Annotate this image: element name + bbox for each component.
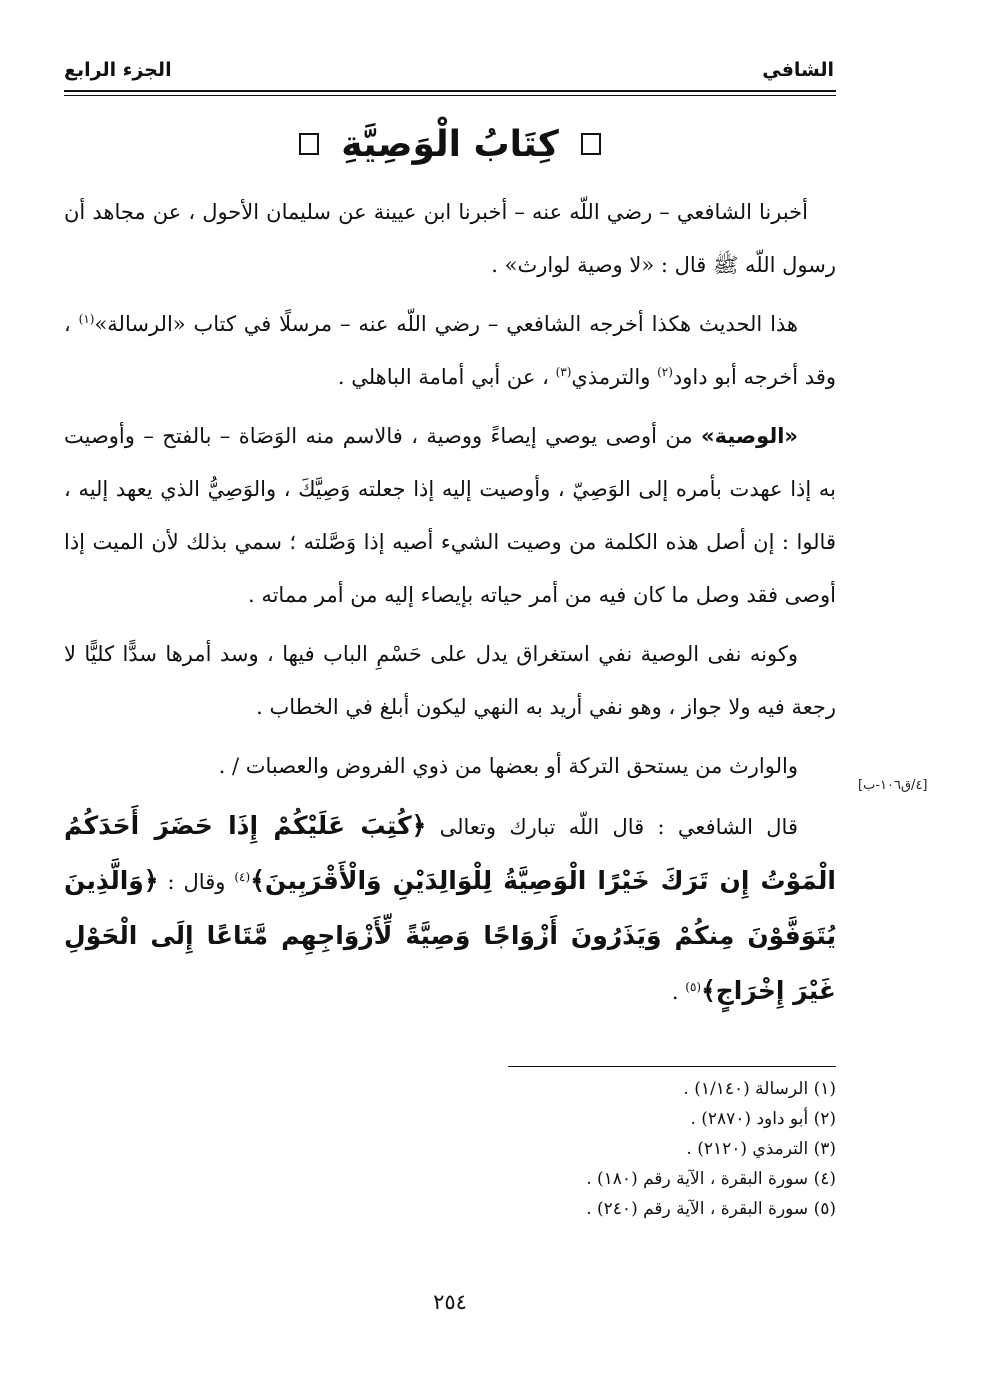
page-number: ٢٥٤ bbox=[433, 1290, 467, 1314]
paragraph-quran bbox=[64, 799, 836, 1019]
footnote-ref-5[interactable]: (٥) bbox=[685, 980, 702, 994]
footnote-ref-1[interactable]: (١) bbox=[78, 312, 95, 326]
book-title: الشافي bbox=[762, 59, 834, 81]
paragraph-heir: والوارث من يستحق التركة أو بعضها من ذوي الفروض والعصبات / . bbox=[218, 754, 798, 778]
footnotes bbox=[520, 1074, 836, 1224]
footnote-3: (٣) الترمذي (٢١٢٠) . bbox=[686, 1139, 836, 1159]
quran-mid: وقال : bbox=[158, 870, 235, 894]
main-text bbox=[64, 186, 836, 1025]
footnote-separator bbox=[508, 1066, 836, 1067]
quran-verse-180: ﴿كُتِبَ عَلَيْكُمْ إِذَا حَضَرَ أَحَدَكُمُ الْمَوْتُ إِن تَرَكَ خَيْرًا الْوَصِيَّةُ لِلْوَالِدَيْنِ وَالْأَقْرَبِينَ﴾ bbox=[64, 811, 836, 895]
footnote-ref-3[interactable]: (٣) bbox=[555, 365, 572, 379]
footnote-1: (١) الرسالة (١/١٤٠) . bbox=[683, 1079, 836, 1099]
quran-verse-240: ﴿وَالَّذِينَ يُتَوَفَّوْنَ مِنكُمْ وَيَذَرُونَ أَزْوَاجًا وَصِيَّةً لِّأَزْوَاجِهِم مَّتَاعًا إِلَى الْحَوْلِ غَيْرَ إِخْرَاجٍ﴾ bbox=[64, 866, 836, 1005]
paragraph-negation: وكونه نفى الوصية نفي استغراق يدل على حَسْمِ الباب فيها ، وسد أمرها سدًّا كليًّا لا رجعة فيه ولا جواز ، وهو نفي أريد به النهي ليكون أبلغ في الخطاب . bbox=[64, 642, 836, 719]
running-header bbox=[64, 52, 834, 88]
footnote-2: (٢) أبو داود (٢٨٧٠) . bbox=[690, 1109, 836, 1129]
takhrij-text-1: هذا الحديث هكذا أخرجه الشافعي – رضي اللّه عنه – مرسلًا في كتاب «الرسالة» bbox=[94, 312, 799, 336]
header-rule-thin bbox=[64, 95, 836, 96]
defined-term: «الوصية» bbox=[701, 424, 798, 448]
quran-end: . bbox=[671, 980, 686, 1004]
footnote-ref-2[interactable]: (٢) bbox=[657, 365, 673, 379]
takhrij-text-4: ، عن أبي أمامة الباهلي . bbox=[337, 365, 556, 389]
definition-text: من أوصى يوصي إيصاءً ووصية ، فالاسم منه الوَصَاة – بالفتح – وأوصيت به إذا عهدت بأمره إلى الوَصِيّ ، وأوصيت إليه إذا جعلته وَصِيَّكَ ، والوَصِيُّ الذي يعهد إليه ، قالوا : إن أصل هذه الكلمة من وصيت الشيء أصيه إذا وَصَّلته ؛ سمي بذلك لأن الميت إذا أوصى فقد وصل ما كان فيه من أمر حياته بإيصاء إليه من أمر مماته . bbox=[64, 424, 836, 607]
footnote-4: (٤) سورة البقرة ، الآية رقم (١٨٠) . bbox=[586, 1169, 836, 1189]
square-ornament-icon bbox=[581, 133, 601, 155]
takhrij-text-2: ، وقد أخرجه أبو داود bbox=[64, 312, 836, 389]
square-ornament-icon bbox=[299, 133, 319, 155]
takhrij-text-3: والترمذي bbox=[571, 365, 658, 389]
chapter-title: كِتَابُ الْوَصِيَّةِ bbox=[341, 123, 559, 165]
paragraph-definition bbox=[64, 410, 836, 622]
paragraph-hadith: أخبرنا الشافعي – رضي اللّه عنه – أخبرنا ابن عيينة عن سليمان الأحول ، عن مجاهد أن رسول اللّه ﷺ قال : «لا وصية لوارث» . bbox=[64, 200, 836, 277]
paragraph-takhrij bbox=[64, 298, 836, 404]
volume-label: الجزء الرابع bbox=[64, 59, 172, 81]
manuscript-folio-note: [٤/ق١٠٦-ب] bbox=[858, 778, 928, 793]
quran-intro: قال الشافعي : قال اللّه تبارك وتعالى bbox=[426, 815, 798, 839]
footnote-ref-4[interactable]: (٤) bbox=[234, 870, 251, 884]
footnote-5: (٥) سورة البقرة ، الآية رقم (٢٤٠) . bbox=[586, 1199, 836, 1219]
header-rule bbox=[64, 90, 836, 92]
chapter-heading bbox=[64, 112, 836, 176]
